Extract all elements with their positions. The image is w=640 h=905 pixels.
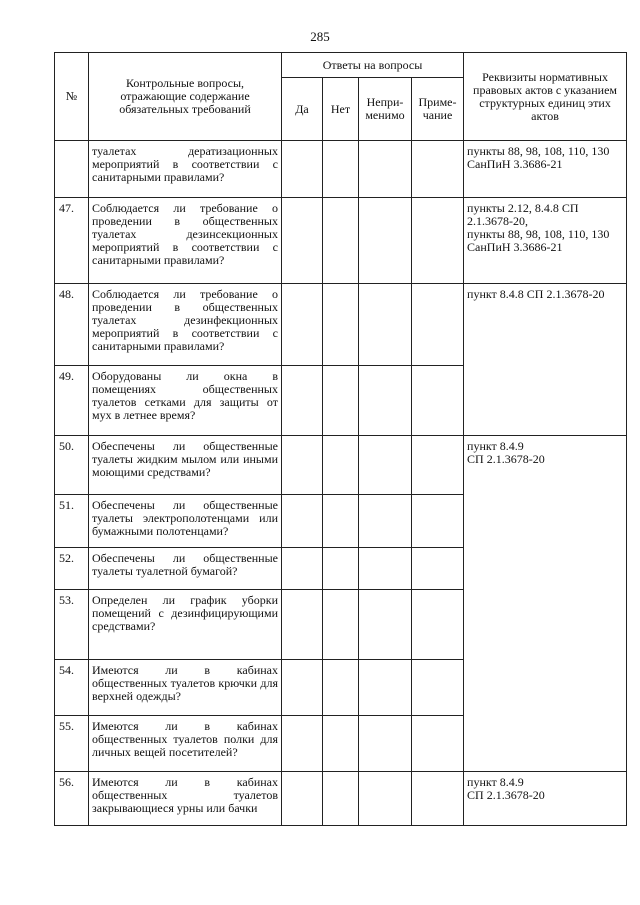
table-row [55, 772, 627, 826]
answer-note-cell[interactable] [412, 495, 464, 548]
header-requisites: Реквизиты нормативных правовых актов с указанием структурных единиц этих актов [464, 53, 627, 141]
answer-na-cell[interactable] [359, 590, 412, 660]
answer-no-cell[interactable] [323, 284, 359, 366]
row-requisites: пункт 8.4.9 СП 2.1.3678-20 [464, 772, 627, 826]
row-number: 47. [55, 198, 89, 284]
answer-na-cell[interactable] [359, 366, 412, 436]
answer-yes-cell[interactable] [282, 436, 323, 495]
answer-no-cell[interactable] [323, 141, 359, 198]
answer-yes-cell[interactable] [282, 141, 323, 198]
row-number: 51. [55, 495, 89, 548]
answer-na-cell[interactable] [359, 716, 412, 772]
row-number: 48. [55, 284, 89, 366]
answer-no-cell[interactable] [323, 198, 359, 284]
answer-yes-cell[interactable] [282, 366, 323, 436]
row-question: Оборудованы ли окна в помещениях общественных туалетов сетками для защиты от мух в летнее время? [89, 366, 282, 436]
row-question: Соблюдается ли требование о проведении в общественных туалетах дезинсекционных мероприятий в соответствии с санитарными правилами? [89, 198, 282, 284]
header-answers-group: Ответы на вопросы [282, 53, 464, 78]
answer-na-cell[interactable] [359, 660, 412, 716]
answer-na-cell[interactable] [359, 198, 412, 284]
answer-no-cell[interactable] [323, 436, 359, 495]
table-header [55, 53, 627, 141]
row-requisites: пункты 88, 98, 108, 110, 130 СанПиН 3.3686-21 [464, 141, 627, 198]
header-na: Непри- менимо [359, 78, 412, 141]
row-number: 56. [55, 772, 89, 826]
row-question: Соблюдается ли требование о проведении в общественных туалетах дезинфекционных мероприятий в соответствии с санитарными правилами? [89, 284, 282, 366]
answer-yes-cell[interactable] [282, 495, 323, 548]
answer-yes-cell[interactable] [282, 716, 323, 772]
row-number: 55. [55, 716, 89, 772]
answer-na-cell[interactable] [359, 495, 412, 548]
row-number [55, 141, 89, 198]
answer-note-cell[interactable] [412, 660, 464, 716]
page-number: 285 [310, 29, 330, 44]
answer-note-cell[interactable] [412, 772, 464, 826]
answer-note-cell[interactable] [412, 198, 464, 284]
header-note: Приме- чание [412, 78, 464, 141]
answer-yes-cell[interactable] [282, 284, 323, 366]
row-requisites: пункты 2.12, 8.4.8 СП 2.1.3678-20, пункты 88, 98, 108, 110, 130 СанПиН 3.3686-21 [464, 198, 627, 284]
row-number: 52. [55, 548, 89, 590]
row-number: 54. [55, 660, 89, 716]
answer-no-cell[interactable] [323, 660, 359, 716]
answer-yes-cell[interactable] [282, 198, 323, 284]
answer-no-cell[interactable] [323, 548, 359, 590]
answer-na-cell[interactable] [359, 772, 412, 826]
row-question: Обеспечены ли общественные туалеты жидким мылом или иными моющими средствами? [89, 436, 282, 495]
answer-yes-cell[interactable] [282, 660, 323, 716]
answer-note-cell[interactable] [412, 141, 464, 198]
row-requisites: пункт 8.4.8 СП 2.1.3678-20 [464, 284, 627, 436]
row-number: 50. [55, 436, 89, 495]
answer-yes-cell[interactable] [282, 548, 323, 590]
row-requisites: пункт 8.4.9 СП 2.1.3678-20 [464, 436, 627, 772]
table-row [55, 198, 627, 284]
answer-note-cell[interactable] [412, 436, 464, 495]
header-question: Контрольные вопросы, отражающие содержание обязательных требований [89, 53, 282, 141]
answer-yes-cell[interactable] [282, 590, 323, 660]
table-row [55, 284, 627, 366]
answer-yes-cell[interactable] [282, 772, 323, 826]
answer-note-cell[interactable] [412, 716, 464, 772]
answer-na-cell[interactable] [359, 284, 412, 366]
header-num: № [55, 53, 89, 141]
answer-note-cell[interactable] [412, 284, 464, 366]
row-question: Обеспечены ли общественные туалеты туалетной бумагой? [89, 548, 282, 590]
row-number: 53. [55, 590, 89, 660]
row-question: Имеются ли в кабинах общественных туалетов крючки для верхней одежды? [89, 660, 282, 716]
answer-no-cell[interactable] [323, 590, 359, 660]
answer-no-cell[interactable] [323, 772, 359, 826]
header-yes: Да [282, 78, 323, 141]
row-question: Имеются ли в кабинах общественных туалетов закрывающиеся урны или бачки [89, 772, 282, 826]
answer-no-cell[interactable] [323, 366, 359, 436]
answer-no-cell[interactable] [323, 495, 359, 548]
row-question: туалетах дератизационных мероприятий в соответствии с санитарными правилами? [89, 141, 282, 198]
answer-na-cell[interactable] [359, 548, 412, 590]
answer-note-cell[interactable] [412, 590, 464, 660]
table-row [55, 436, 627, 495]
answer-no-cell[interactable] [323, 716, 359, 772]
row-question: Имеются ли в кабинах общественных туалетов полки для личных вещей посетителей? [89, 716, 282, 772]
row-question: Определен ли график уборки помещений с дезинфицирующими средствами? [89, 590, 282, 660]
answer-na-cell[interactable] [359, 436, 412, 495]
row-number: 49. [55, 366, 89, 436]
checklist-table [54, 52, 627, 826]
answer-note-cell[interactable] [412, 366, 464, 436]
row-question: Обеспечены ли общественные туалеты электрополотенцами или бумажными полотенцами? [89, 495, 282, 548]
answer-na-cell[interactable] [359, 141, 412, 198]
header-no: Нет [323, 78, 359, 141]
table-row [55, 141, 627, 198]
answer-note-cell[interactable] [412, 548, 464, 590]
